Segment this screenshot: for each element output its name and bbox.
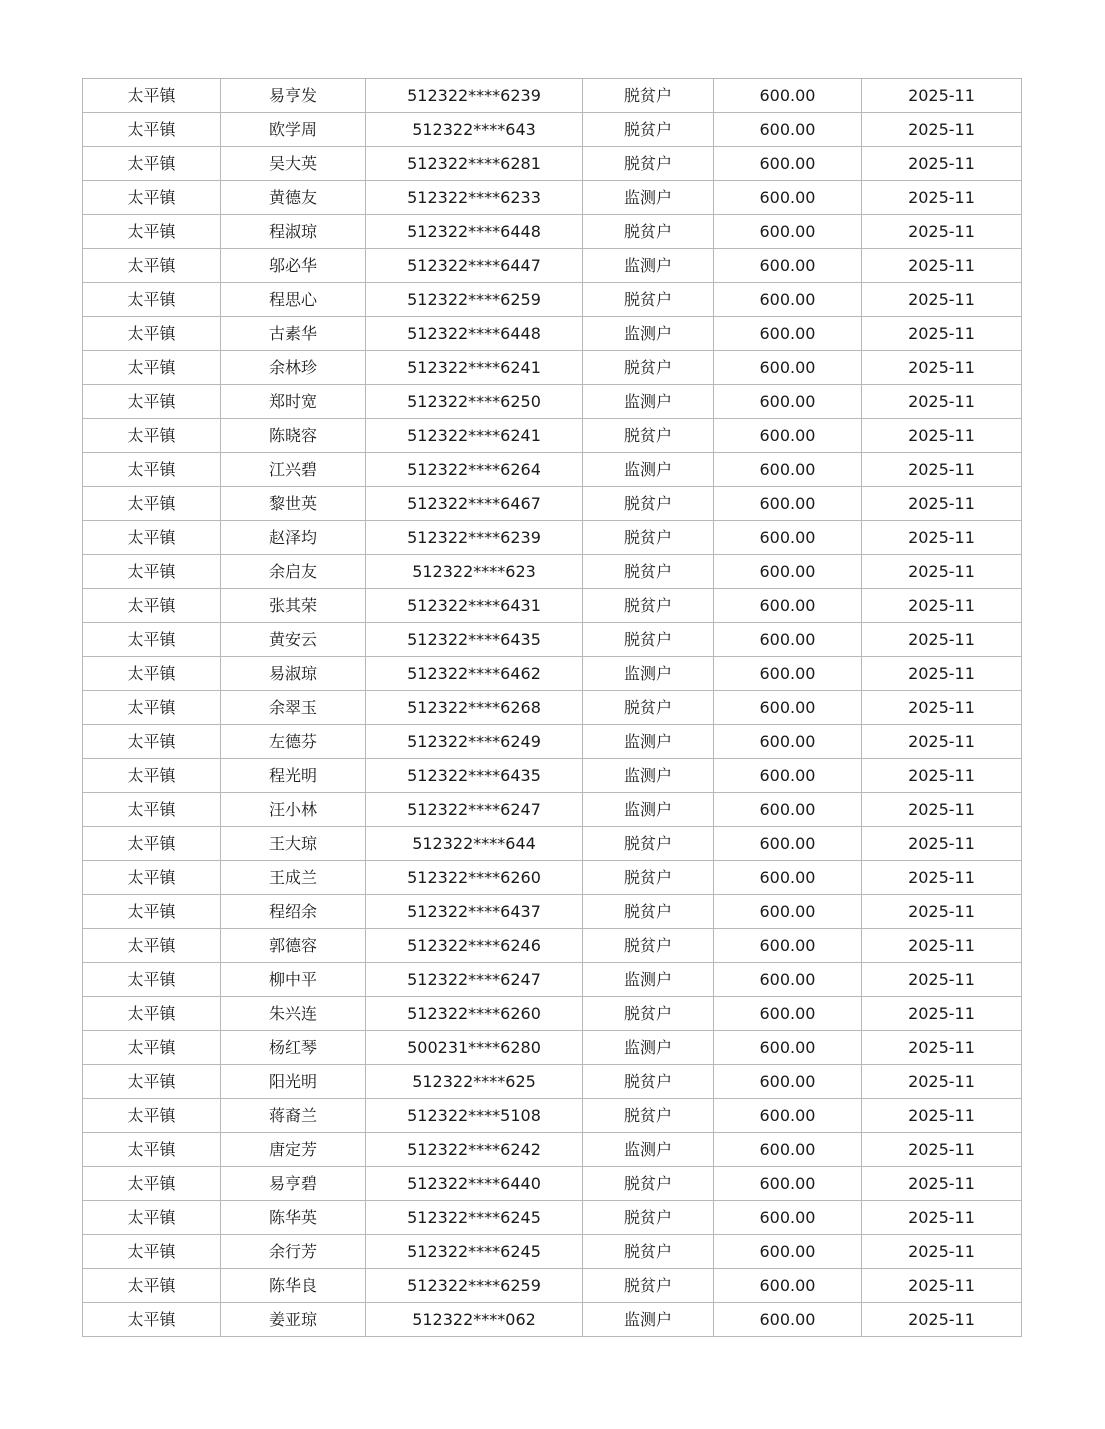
month-cell: 2025-11 bbox=[862, 589, 1022, 623]
table-row bbox=[83, 555, 1022, 589]
month-cell: 2025-11 bbox=[862, 385, 1022, 419]
name-cell: 蒋裔兰 bbox=[221, 1099, 366, 1133]
amount-cell: 600.00 bbox=[714, 555, 862, 589]
name-cell: 黄德友 bbox=[221, 181, 366, 215]
month-cell: 2025-11 bbox=[862, 419, 1022, 453]
town-cell: 太平镇 bbox=[83, 521, 221, 555]
town-cell: 太平镇 bbox=[83, 997, 221, 1031]
month-cell: 2025-11 bbox=[862, 147, 1022, 181]
household-type-cell: 脱贫户 bbox=[583, 1099, 714, 1133]
household-type-cell: 脱贫户 bbox=[583, 419, 714, 453]
amount-cell: 600.00 bbox=[714, 623, 862, 657]
id-number-cell: 512322****6435 bbox=[366, 623, 583, 657]
amount-cell: 600.00 bbox=[714, 147, 862, 181]
town-cell: 太平镇 bbox=[83, 283, 221, 317]
household-type-cell: 监测户 bbox=[583, 1133, 714, 1167]
household-type-cell: 脱贫户 bbox=[583, 997, 714, 1031]
household-type-cell: 脱贫户 bbox=[583, 555, 714, 589]
id-number-cell: 512322****644 bbox=[366, 827, 583, 861]
month-cell: 2025-11 bbox=[862, 793, 1022, 827]
household-type-cell: 脱贫户 bbox=[583, 79, 714, 113]
household-type-cell: 脱贫户 bbox=[583, 1201, 714, 1235]
name-cell: 欧学周 bbox=[221, 113, 366, 147]
household-type-cell: 监测户 bbox=[583, 657, 714, 691]
amount-cell: 600.00 bbox=[714, 351, 862, 385]
table-row bbox=[83, 215, 1022, 249]
amount-cell: 600.00 bbox=[714, 1099, 862, 1133]
amount-cell: 600.00 bbox=[714, 521, 862, 555]
name-cell: 陈华英 bbox=[221, 1201, 366, 1235]
amount-cell: 600.00 bbox=[714, 215, 862, 249]
name-cell: 黄安云 bbox=[221, 623, 366, 657]
id-number-cell: 512322****6435 bbox=[366, 759, 583, 793]
name-cell: 程光明 bbox=[221, 759, 366, 793]
id-number-cell: 512322****5108 bbox=[366, 1099, 583, 1133]
amount-cell: 600.00 bbox=[714, 657, 862, 691]
name-cell: 余翠玉 bbox=[221, 691, 366, 725]
name-cell: 易亨碧 bbox=[221, 1167, 366, 1201]
town-cell: 太平镇 bbox=[83, 1031, 221, 1065]
amount-cell: 600.00 bbox=[714, 1201, 862, 1235]
name-cell: 赵泽均 bbox=[221, 521, 366, 555]
table-row bbox=[83, 181, 1022, 215]
household-type-cell: 监测户 bbox=[583, 385, 714, 419]
name-cell: 程思心 bbox=[221, 283, 366, 317]
household-type-cell: 脱贫户 bbox=[583, 623, 714, 657]
town-cell: 太平镇 bbox=[83, 249, 221, 283]
name-cell: 易淑琼 bbox=[221, 657, 366, 691]
month-cell: 2025-11 bbox=[862, 1099, 1022, 1133]
month-cell: 2025-11 bbox=[862, 351, 1022, 385]
id-number-cell: 512322****625 bbox=[366, 1065, 583, 1099]
month-cell: 2025-11 bbox=[862, 1065, 1022, 1099]
month-cell: 2025-11 bbox=[862, 963, 1022, 997]
amount-cell: 600.00 bbox=[714, 997, 862, 1031]
table-row bbox=[83, 385, 1022, 419]
id-number-cell: 512322****6239 bbox=[366, 521, 583, 555]
household-type-cell: 脱贫户 bbox=[583, 827, 714, 861]
amount-cell: 600.00 bbox=[714, 691, 862, 725]
table-row bbox=[83, 1099, 1022, 1133]
name-cell: 吴大英 bbox=[221, 147, 366, 181]
table-row bbox=[83, 691, 1022, 725]
id-number-cell: 512322****6437 bbox=[366, 895, 583, 929]
household-type-cell: 脱贫户 bbox=[583, 589, 714, 623]
id-number-cell: 512322****6242 bbox=[366, 1133, 583, 1167]
month-cell: 2025-11 bbox=[862, 997, 1022, 1031]
table-row bbox=[83, 453, 1022, 487]
town-cell: 太平镇 bbox=[83, 147, 221, 181]
subsidy-roster-table bbox=[82, 78, 1022, 1337]
amount-cell: 600.00 bbox=[714, 249, 862, 283]
amount-cell: 600.00 bbox=[714, 385, 862, 419]
name-cell: 江兴碧 bbox=[221, 453, 366, 487]
table-row bbox=[83, 79, 1022, 113]
table-row bbox=[83, 589, 1022, 623]
name-cell: 郭德容 bbox=[221, 929, 366, 963]
table-row bbox=[83, 113, 1022, 147]
household-type-cell: 监测户 bbox=[583, 317, 714, 351]
table-row bbox=[83, 657, 1022, 691]
id-number-cell: 512322****6260 bbox=[366, 997, 583, 1031]
name-cell: 陈华良 bbox=[221, 1269, 366, 1303]
town-cell: 太平镇 bbox=[83, 215, 221, 249]
town-cell: 太平镇 bbox=[83, 827, 221, 861]
name-cell: 余行芳 bbox=[221, 1235, 366, 1269]
id-number-cell: 512322****6260 bbox=[366, 861, 583, 895]
month-cell: 2025-11 bbox=[862, 487, 1022, 521]
amount-cell: 600.00 bbox=[714, 1065, 862, 1099]
id-number-cell: 512322****6259 bbox=[366, 1269, 583, 1303]
table-row bbox=[83, 283, 1022, 317]
month-cell: 2025-11 bbox=[862, 79, 1022, 113]
id-number-cell: 512322****062 bbox=[366, 1303, 583, 1337]
town-cell: 太平镇 bbox=[83, 1303, 221, 1337]
table-row bbox=[83, 317, 1022, 351]
month-cell: 2025-11 bbox=[862, 895, 1022, 929]
name-cell: 王成兰 bbox=[221, 861, 366, 895]
month-cell: 2025-11 bbox=[862, 1031, 1022, 1065]
table-row bbox=[83, 521, 1022, 555]
id-number-cell: 512322****6268 bbox=[366, 691, 583, 725]
month-cell: 2025-11 bbox=[862, 861, 1022, 895]
table-row bbox=[83, 1201, 1022, 1235]
town-cell: 太平镇 bbox=[83, 1201, 221, 1235]
amount-cell: 600.00 bbox=[714, 725, 862, 759]
name-cell: 易亨发 bbox=[221, 79, 366, 113]
amount-cell: 600.00 bbox=[714, 861, 862, 895]
table-row bbox=[83, 487, 1022, 521]
id-number-cell: 512322****6239 bbox=[366, 79, 583, 113]
table-row bbox=[83, 929, 1022, 963]
amount-cell: 600.00 bbox=[714, 487, 862, 521]
table-row bbox=[83, 759, 1022, 793]
amount-cell: 600.00 bbox=[714, 1303, 862, 1337]
month-cell: 2025-11 bbox=[862, 827, 1022, 861]
town-cell: 太平镇 bbox=[83, 657, 221, 691]
town-cell: 太平镇 bbox=[83, 351, 221, 385]
month-cell: 2025-11 bbox=[862, 929, 1022, 963]
month-cell: 2025-11 bbox=[862, 657, 1022, 691]
roster-body bbox=[83, 79, 1022, 1337]
town-cell: 太平镇 bbox=[83, 385, 221, 419]
town-cell: 太平镇 bbox=[83, 589, 221, 623]
id-number-cell: 512322****6448 bbox=[366, 215, 583, 249]
month-cell: 2025-11 bbox=[862, 1303, 1022, 1337]
household-type-cell: 监测户 bbox=[583, 1303, 714, 1337]
household-type-cell: 监测户 bbox=[583, 963, 714, 997]
name-cell: 陈晓容 bbox=[221, 419, 366, 453]
town-cell: 太平镇 bbox=[83, 929, 221, 963]
amount-cell: 600.00 bbox=[714, 1133, 862, 1167]
town-cell: 太平镇 bbox=[83, 963, 221, 997]
household-type-cell: 脱贫户 bbox=[583, 1065, 714, 1099]
month-cell: 2025-11 bbox=[862, 1201, 1022, 1235]
id-number-cell: 512322****6467 bbox=[366, 487, 583, 521]
month-cell: 2025-11 bbox=[862, 691, 1022, 725]
table-row bbox=[83, 725, 1022, 759]
town-cell: 太平镇 bbox=[83, 1235, 221, 1269]
id-number-cell: 512322****6259 bbox=[366, 283, 583, 317]
id-number-cell: 500231****6280 bbox=[366, 1031, 583, 1065]
table-row bbox=[83, 1235, 1022, 1269]
month-cell: 2025-11 bbox=[862, 1269, 1022, 1303]
month-cell: 2025-11 bbox=[862, 317, 1022, 351]
amount-cell: 600.00 bbox=[714, 1235, 862, 1269]
name-cell: 姜亚琼 bbox=[221, 1303, 366, 1337]
name-cell: 柳中平 bbox=[221, 963, 366, 997]
table-row bbox=[83, 895, 1022, 929]
amount-cell: 600.00 bbox=[714, 827, 862, 861]
amount-cell: 600.00 bbox=[714, 419, 862, 453]
month-cell: 2025-11 bbox=[862, 181, 1022, 215]
name-cell: 王大琼 bbox=[221, 827, 366, 861]
table-row bbox=[83, 1303, 1022, 1337]
name-cell: 汪小林 bbox=[221, 793, 366, 827]
id-number-cell: 512322****6241 bbox=[366, 351, 583, 385]
town-cell: 太平镇 bbox=[83, 79, 221, 113]
table-row bbox=[83, 419, 1022, 453]
id-number-cell: 512322****6241 bbox=[366, 419, 583, 453]
name-cell: 朱兴连 bbox=[221, 997, 366, 1031]
id-number-cell: 512322****6448 bbox=[366, 317, 583, 351]
month-cell: 2025-11 bbox=[862, 521, 1022, 555]
amount-cell: 600.00 bbox=[714, 895, 862, 929]
id-number-cell: 512322****6440 bbox=[366, 1167, 583, 1201]
table-row bbox=[83, 861, 1022, 895]
month-cell: 2025-11 bbox=[862, 283, 1022, 317]
month-cell: 2025-11 bbox=[862, 113, 1022, 147]
table-row bbox=[83, 997, 1022, 1031]
household-type-cell: 监测户 bbox=[583, 181, 714, 215]
table-row bbox=[83, 351, 1022, 385]
month-cell: 2025-11 bbox=[862, 725, 1022, 759]
table-row bbox=[83, 623, 1022, 657]
household-type-cell: 监测户 bbox=[583, 249, 714, 283]
table-row bbox=[83, 147, 1022, 181]
town-cell: 太平镇 bbox=[83, 1065, 221, 1099]
household-type-cell: 脱贫户 bbox=[583, 861, 714, 895]
table-row bbox=[83, 1269, 1022, 1303]
household-type-cell: 脱贫户 bbox=[583, 113, 714, 147]
town-cell: 太平镇 bbox=[83, 759, 221, 793]
table-row bbox=[83, 249, 1022, 283]
amount-cell: 600.00 bbox=[714, 453, 862, 487]
id-number-cell: 512322****6462 bbox=[366, 657, 583, 691]
amount-cell: 600.00 bbox=[714, 317, 862, 351]
town-cell: 太平镇 bbox=[83, 1133, 221, 1167]
id-number-cell: 512322****6245 bbox=[366, 1201, 583, 1235]
month-cell: 2025-11 bbox=[862, 215, 1022, 249]
month-cell: 2025-11 bbox=[862, 1167, 1022, 1201]
amount-cell: 600.00 bbox=[714, 79, 862, 113]
id-number-cell: 512322****6249 bbox=[366, 725, 583, 759]
town-cell: 太平镇 bbox=[83, 487, 221, 521]
household-type-cell: 监测户 bbox=[583, 759, 714, 793]
month-cell: 2025-11 bbox=[862, 1133, 1022, 1167]
amount-cell: 600.00 bbox=[714, 929, 862, 963]
table-row bbox=[83, 827, 1022, 861]
household-type-cell: 监测户 bbox=[583, 1031, 714, 1065]
id-number-cell: 512322****6447 bbox=[366, 249, 583, 283]
household-type-cell: 脱贫户 bbox=[583, 215, 714, 249]
town-cell: 太平镇 bbox=[83, 1269, 221, 1303]
table-row bbox=[83, 1065, 1022, 1099]
table-row bbox=[83, 1031, 1022, 1065]
name-cell: 阳光明 bbox=[221, 1065, 366, 1099]
table-row bbox=[83, 793, 1022, 827]
id-number-cell: 512322****643 bbox=[366, 113, 583, 147]
name-cell: 郑时宽 bbox=[221, 385, 366, 419]
amount-cell: 600.00 bbox=[714, 1031, 862, 1065]
town-cell: 太平镇 bbox=[83, 317, 221, 351]
month-cell: 2025-11 bbox=[862, 249, 1022, 283]
household-type-cell: 脱贫户 bbox=[583, 929, 714, 963]
household-type-cell: 脱贫户 bbox=[583, 283, 714, 317]
table-row bbox=[83, 963, 1022, 997]
name-cell: 黎世英 bbox=[221, 487, 366, 521]
id-number-cell: 512322****6247 bbox=[366, 963, 583, 997]
table-row bbox=[83, 1133, 1022, 1167]
name-cell: 程淑琼 bbox=[221, 215, 366, 249]
table-row bbox=[83, 1167, 1022, 1201]
household-type-cell: 脱贫户 bbox=[583, 147, 714, 181]
name-cell: 古素华 bbox=[221, 317, 366, 351]
town-cell: 太平镇 bbox=[83, 181, 221, 215]
household-type-cell: 脱贫户 bbox=[583, 521, 714, 555]
name-cell: 唐定芳 bbox=[221, 1133, 366, 1167]
id-number-cell: 512322****6246 bbox=[366, 929, 583, 963]
name-cell: 余启友 bbox=[221, 555, 366, 589]
name-cell: 左德芬 bbox=[221, 725, 366, 759]
month-cell: 2025-11 bbox=[862, 623, 1022, 657]
month-cell: 2025-11 bbox=[862, 453, 1022, 487]
town-cell: 太平镇 bbox=[83, 453, 221, 487]
household-type-cell: 监测户 bbox=[583, 453, 714, 487]
amount-cell: 600.00 bbox=[714, 113, 862, 147]
town-cell: 太平镇 bbox=[83, 861, 221, 895]
id-number-cell: 512322****6264 bbox=[366, 453, 583, 487]
household-type-cell: 监测户 bbox=[583, 725, 714, 759]
town-cell: 太平镇 bbox=[83, 623, 221, 657]
town-cell: 太平镇 bbox=[83, 1099, 221, 1133]
household-type-cell: 脱贫户 bbox=[583, 1167, 714, 1201]
town-cell: 太平镇 bbox=[83, 1167, 221, 1201]
town-cell: 太平镇 bbox=[83, 895, 221, 929]
month-cell: 2025-11 bbox=[862, 555, 1022, 589]
id-number-cell: 512322****623 bbox=[366, 555, 583, 589]
amount-cell: 600.00 bbox=[714, 1167, 862, 1201]
name-cell: 张其荣 bbox=[221, 589, 366, 623]
household-type-cell: 脱贫户 bbox=[583, 351, 714, 385]
month-cell: 2025-11 bbox=[862, 759, 1022, 793]
amount-cell: 600.00 bbox=[714, 793, 862, 827]
id-number-cell: 512322****6245 bbox=[366, 1235, 583, 1269]
id-number-cell: 512322****6281 bbox=[366, 147, 583, 181]
household-type-cell: 脱贫户 bbox=[583, 1269, 714, 1303]
amount-cell: 600.00 bbox=[714, 589, 862, 623]
id-number-cell: 512322****6250 bbox=[366, 385, 583, 419]
month-cell: 2025-11 bbox=[862, 1235, 1022, 1269]
household-type-cell: 脱贫户 bbox=[583, 1235, 714, 1269]
household-type-cell: 脱贫户 bbox=[583, 487, 714, 521]
id-number-cell: 512322****6247 bbox=[366, 793, 583, 827]
name-cell: 邬必华 bbox=[221, 249, 366, 283]
amount-cell: 600.00 bbox=[714, 759, 862, 793]
name-cell: 杨红琴 bbox=[221, 1031, 366, 1065]
household-type-cell: 监测户 bbox=[583, 793, 714, 827]
name-cell: 余林珍 bbox=[221, 351, 366, 385]
amount-cell: 600.00 bbox=[714, 963, 862, 997]
amount-cell: 600.00 bbox=[714, 283, 862, 317]
town-cell: 太平镇 bbox=[83, 793, 221, 827]
name-cell: 程绍余 bbox=[221, 895, 366, 929]
amount-cell: 600.00 bbox=[714, 181, 862, 215]
household-type-cell: 脱贫户 bbox=[583, 691, 714, 725]
town-cell: 太平镇 bbox=[83, 419, 221, 453]
town-cell: 太平镇 bbox=[83, 691, 221, 725]
household-type-cell: 脱贫户 bbox=[583, 895, 714, 929]
id-number-cell: 512322****6431 bbox=[366, 589, 583, 623]
id-number-cell: 512322****6233 bbox=[366, 181, 583, 215]
town-cell: 太平镇 bbox=[83, 725, 221, 759]
amount-cell: 600.00 bbox=[714, 1269, 862, 1303]
town-cell: 太平镇 bbox=[83, 113, 221, 147]
town-cell: 太平镇 bbox=[83, 555, 221, 589]
